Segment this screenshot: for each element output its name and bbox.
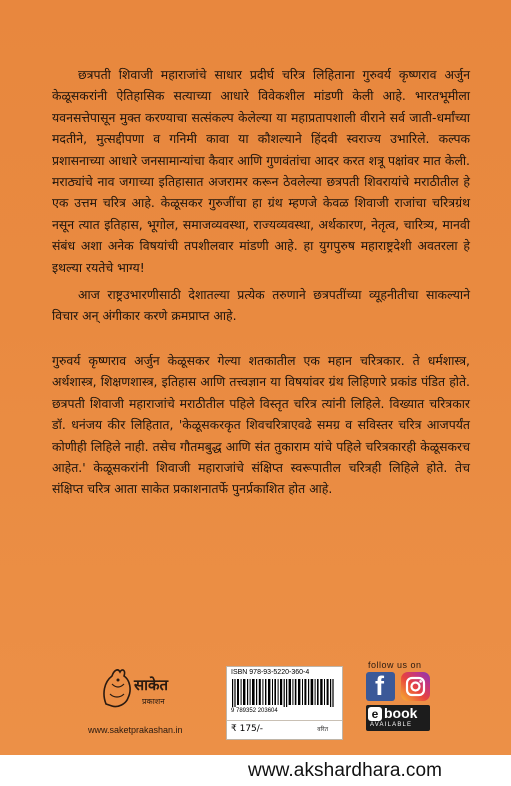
blurb-paragraph-3: गुरुवर्य कृष्णराव अर्जुन केळूसकर गेल्या शतकातील एक महान चरित्रकार. ते धर्मशास्त्र, अर्थशास्त्र, शिक्षणशास्त्र, इतिहास आणि तत्त्वज्ञान या विषयांवर ग्रंथ लिहिणारे प्रकांड पंडित होते. छत्रपती शिवाजी महाराजांचे मराठीतील पहिले विस्तृत चरित्र त्यांनी लिहिले. विख्यात चरित्रकार डॉ. धनंजय कीर लिहितात, 'केळूसकरकृत शिवचरित्राएवढे समग्र व सविस्तर चरित्र आजपर्यंत कोणीही लिहिले नाही. तसेच गौतमबुद्ध आणि संत तुकाराम यांचे पहिले चरित्रकारही केळूसकरच आहेत.' केळूसकरांनी शिवाजी महाराजांचे संक्षिप्त स्वरूपातील चरित्रही लिहिले होते. तेच संक्षिप्त चरित्र आता साकेत प्रकाशनातर्फे पुनर्प्रकाशित होत आहे. <box>52 352 470 497</box>
publisher-logo-icon <box>92 664 182 712</box>
blurb-paragraph-1: छत्रपती शिवाजी महाराजांचे साधार प्रदीर्घ चरित्र लिहिताना गुरुवर्य कृष्णराव अर्जुन केळूसकरांनी ऐतिहासिक सत्याच्या आधारे विवेकशील मांडणी केली आहे. भारतभूमीला यवनसत्तेपासून मुक्त करण्याचा सत्संकल्प केलेल्या या महाप्रतापशाली वीराने सर्व जाती-धर्मांच्या मदतीने, मुत्सद्दीपणा व गनिमी कावा या कौशल्याने हिंदवी स्वराज्य उभारिले. कल्पक प्रशासनाच्या आधारे जनसामान्यांचा कैवार आणि गुणवंतांचा आदर करत शत्रू पक्षांवर मात केली. मराठ्यांचे नाव जगाच्या इतिहासात अजरामर करून ठेवलेल्या छत्रपती शिवरायांचे मराठीतील हे एक उत्तम चरित्र आहे. केळूसकर गुरुजींचा हा ग्रंथ म्हणजे केवळ शिवाजी राजांचा चरित्रग्रंथ नसून त्यात इतिहास, भूगोल, समाजव्यवस्था, राज्यव्यवस्था, अर्थकारण, नेतृत्व, चारित्र्य, मानवी संबंध अशा अनेक विषयांची तपशीलवार मांडणी आहे. हा युगपुरुष महाराष्ट्रदेशी अवतरला हे इथल्या रयतेचे भाग्य! <box>52 67 470 275</box>
blurb-text <box>52 64 470 500</box>
barcode-panel <box>226 666 343 740</box>
ebook-word: book <box>384 705 418 721</box>
price-tag: वरित <box>317 726 328 733</box>
blurb-paragraph-2: आज राष्ट्रउभारणीसाठी देशातल्या प्रत्येक तरुणाने छत्रपतींच्या व्यूहनीतीचा साकल्याने विचार अन् अंगीकार करणे क्रमप्राप्त आहे. <box>52 287 470 324</box>
ebook-icon: e <box>368 707 382 721</box>
barcode-icon <box>232 679 337 707</box>
instagram-icon[interactable] <box>401 672 430 701</box>
facebook-icon[interactable]: f <box>366 672 395 701</box>
publisher-logo <box>92 664 182 712</box>
publisher-logo-text: साकेत <box>134 676 169 694</box>
publisher-logo-subtext: प्रकाशन <box>142 697 165 706</box>
price-row <box>227 720 342 739</box>
isbn-digits: 9 789352 203604 <box>231 708 278 714</box>
price-label: ₹ 175/- <box>231 724 264 734</box>
follow-us-label: follow us on <box>368 660 422 670</box>
publisher-website[interactable]: www.saketprakashan.in <box>88 725 183 735</box>
isbn-label: ISBN 978-93-5220-360-4 <box>231 669 310 676</box>
ebook-available-label: AVAILABLE <box>370 722 413 728</box>
watermark-url: www.akshardhara.com <box>248 760 443 781</box>
ebook-badge[interactable] <box>366 705 430 731</box>
